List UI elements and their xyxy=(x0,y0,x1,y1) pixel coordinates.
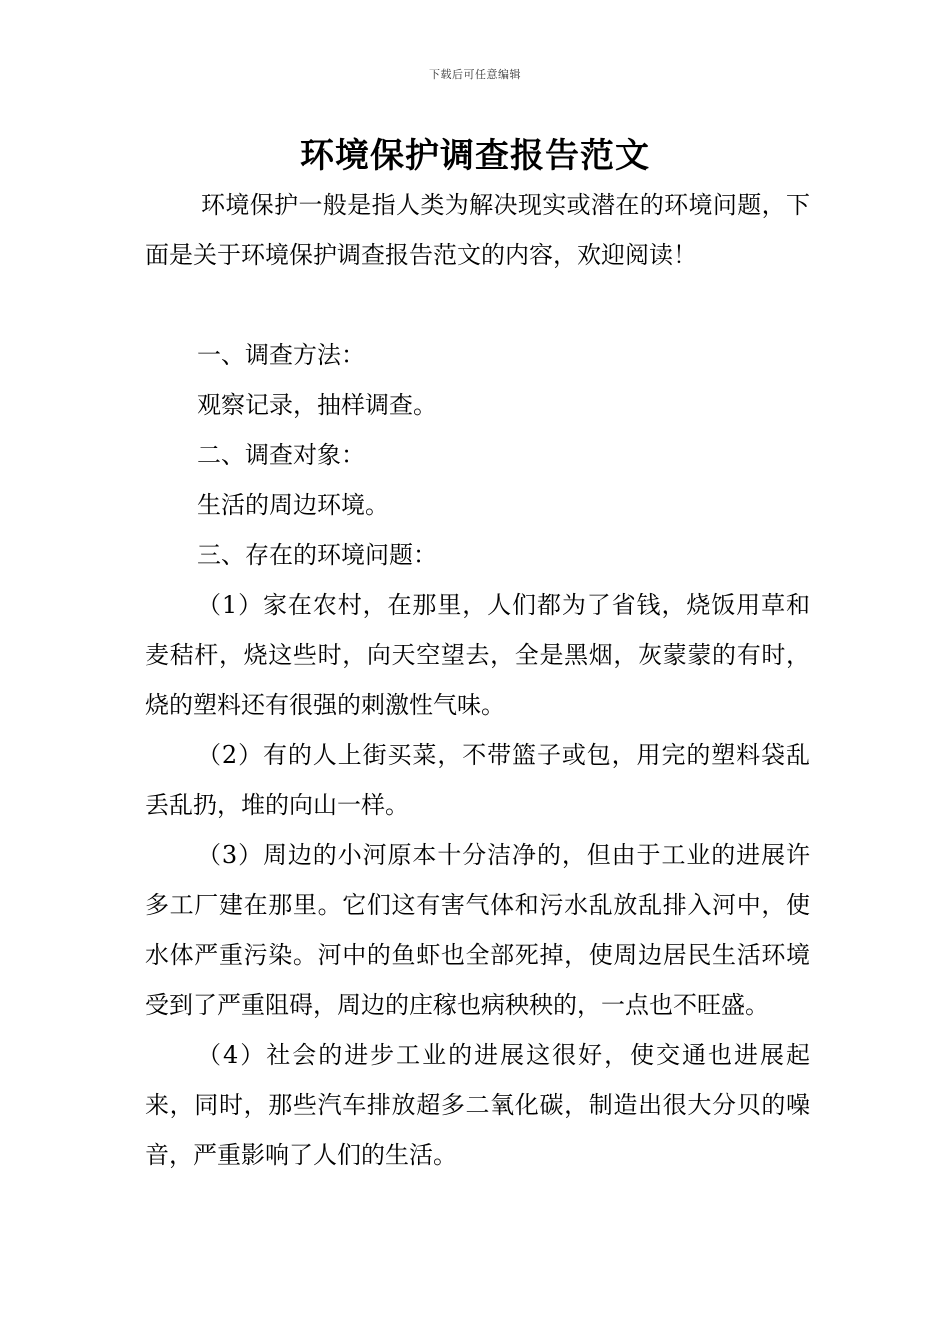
problem-item-3: （3）周边的小河原本十分洁净的，但由于工业的进展许多工厂建在那里。它们这有害气体和污水乱放乱排入河中，使水体严重污染。河中的鱼虾也全部死掉，使周边居民生活环境受到了严重阻碍，周边的庄稼也病秧秧的，一点也不旺盛。 xyxy=(145,841,810,1019)
section-heading-subjects: 二、调查对象： xyxy=(197,441,365,469)
intro-paragraph: 环境保护一般是指人类为解决现实或潜在的环境问题，下面是关于环境保护调查报告范文的内容，欢迎阅读！ xyxy=(145,191,810,269)
section-content-methods: 观察记录，抽样调查。 xyxy=(197,391,437,419)
document-body xyxy=(145,180,810,1180)
problem-item-2: （2）有的人上街买菜，不带篮子或包，用完的塑料袋乱丢乱扔，堆的向山一样。 xyxy=(145,741,810,819)
section-heading-problems: 三、存在的环境问题： xyxy=(197,541,437,569)
section-heading-methods: 一、调查方法： xyxy=(197,341,365,369)
problem-item-1: （1）家在农村，在那里，人们都为了省钱，烧饭用草和麦秸杆，烧这些时，向天空望去，全是黑烟，灰蒙蒙的有时，烧的塑料还有很强的刺激性气味。 xyxy=(145,591,810,719)
section-content-subjects: 生活的周边环境。 xyxy=(197,491,389,519)
problem-item-4: （4）社会的进步工业的进展这很好，使交通也进展起来，同时，那些汽车排放超多二氧化碳，制造出很大分贝的噪音，严重影响了人们的生活。 xyxy=(145,1041,810,1169)
document-title: 环境保护调查报告范文 xyxy=(300,136,650,176)
header-note: 下载后可任意编辑 xyxy=(429,68,521,81)
paragraph-gap xyxy=(145,280,810,330)
